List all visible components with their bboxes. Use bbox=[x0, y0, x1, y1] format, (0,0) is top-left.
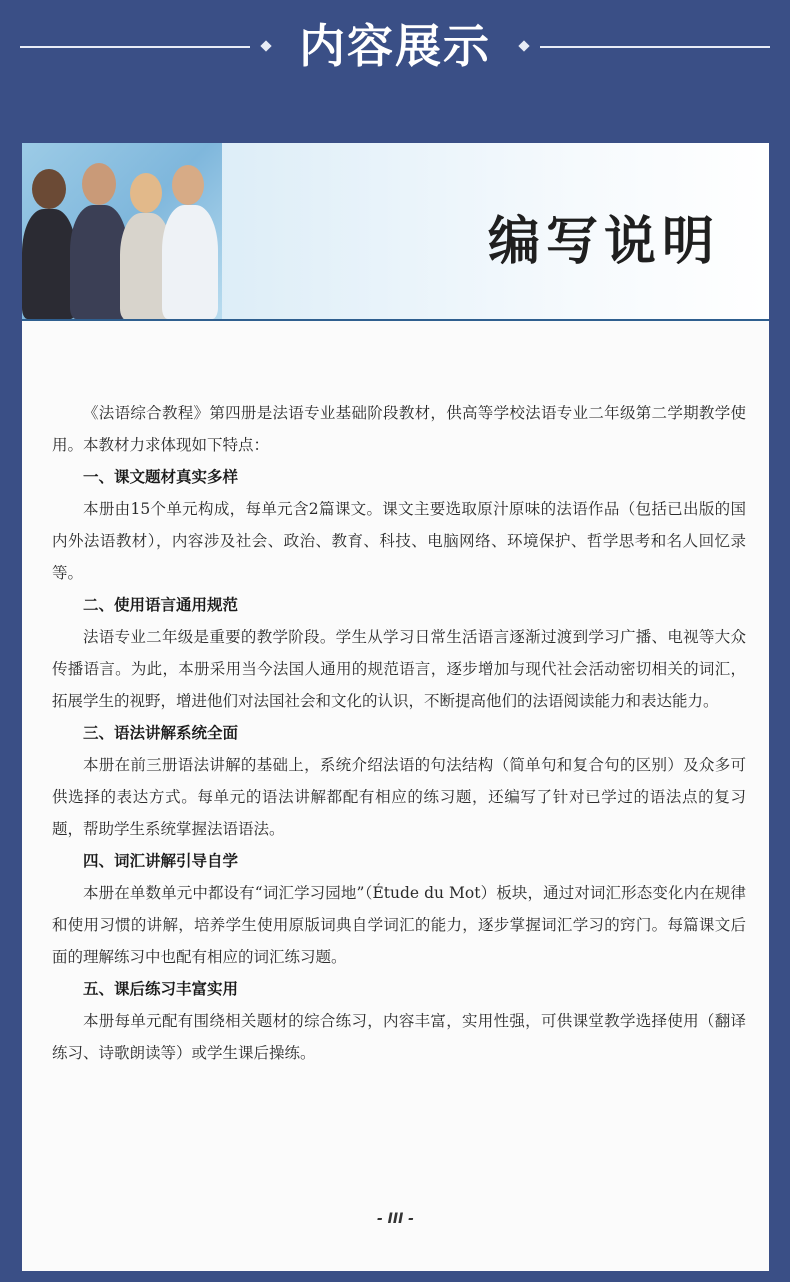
banner-title: 内容展示 bbox=[299, 19, 491, 73]
document-page bbox=[22, 143, 769, 1271]
page-number: - III - bbox=[377, 1211, 414, 1227]
banner-divider-right bbox=[540, 46, 770, 48]
header-divider bbox=[22, 319, 769, 321]
section-paragraph: 本册由15个单元构成，每单元含2篇课文。课文主要选取原汁原味的法语作品（包括已出版的国内外法语教材），内容涉及社会、政治、教育、科技、电脑网络、环境保护、哲学思考和名人回忆录等。 bbox=[52, 500, 746, 582]
section-title: 五、课后练习丰富实用 bbox=[83, 980, 239, 998]
header-band bbox=[22, 143, 769, 319]
section-title: 四、词汇讲解引导自学 bbox=[83, 852, 239, 870]
section-title: 二、使用语言通用规范 bbox=[83, 596, 239, 614]
diamond-ornament-left bbox=[260, 40, 271, 51]
section-paragraph: 本册在单数单元中都设有“词汇学习园地”（Étude du Mot）板块，通过对词汇形态变化内在规律和使用习惯的讲解，培养学生使用原版词典自学词汇的能力，逐步掌握词汇学习的窍门。每篇课文后面的理解练习中也配有相应的词汇练习题。 bbox=[52, 884, 746, 966]
banner-divider-left bbox=[20, 46, 250, 48]
section-paragraph: 本册在前三册语法讲解的基础上，系统介绍法语的句法结构（简单句和复合句的区别）及众多可供选择的表达方式。每单元的语法讲解都配有相应的练习题，还编写了针对已学过的语法点的复习题，帮助学生系统掌握法语语法。 bbox=[52, 756, 746, 838]
document-body bbox=[52, 397, 746, 1069]
section-paragraph: 本册每单元配有围绕相关题材的综合练习，内容丰富，实用性强，可供课堂教学选择使用（翻译练习、诗歌朗读等）或学生课后操练。 bbox=[52, 1012, 746, 1062]
section-paragraph: 法语专业二年级是重要的教学阶段。学生从学习日常生活语言逐渐过渡到学习广播、电视等大众传播语言。为此，本册采用当今法国人通用的规范语言，逐步增加与现代社会活动密切相关的词汇，拓展学生的视野，增进他们对法国社会和文化的认识，不断提高他们的法语阅读能力和表达能力。 bbox=[52, 628, 746, 710]
section-title: 一、课文题材真实多样 bbox=[83, 468, 239, 486]
section-title: 三、语法讲解系统全面 bbox=[83, 724, 239, 742]
document-heading: 编写说明 bbox=[488, 211, 721, 272]
students-photo bbox=[22, 143, 222, 319]
diamond-ornament-right bbox=[518, 40, 529, 51]
top-banner bbox=[0, 0, 790, 140]
intro-paragraph: 《法语综合教程》第四册是法语专业基础阶段教材，供高等学校法语专业二年级第二学期教学使用。本教材力求体现如下特点： bbox=[52, 404, 746, 454]
